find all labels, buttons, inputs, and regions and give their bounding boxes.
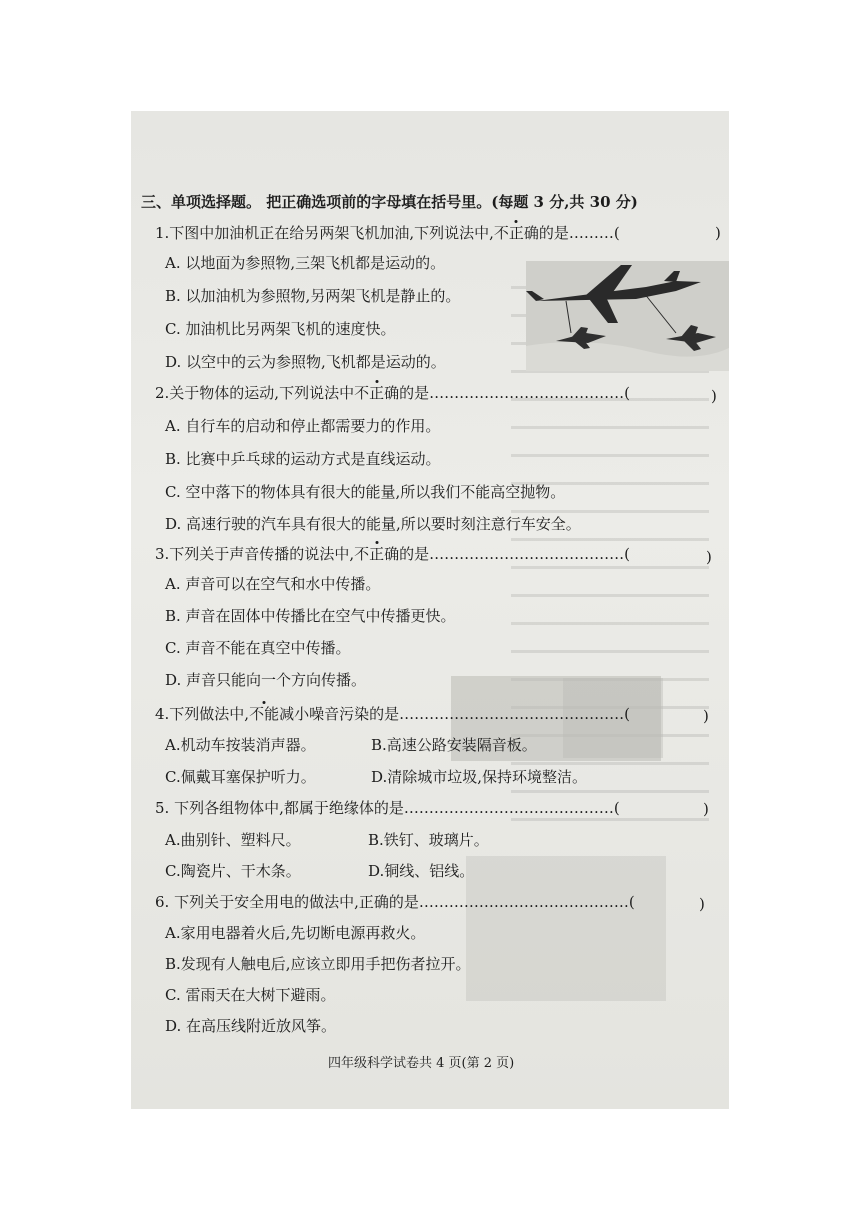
emphasis-text: 不正确 xyxy=(493,224,539,242)
option-b: B.铁钉、玻璃片。 xyxy=(368,831,489,849)
question-stem-text: 3.下列关于声音传播的说法中, xyxy=(155,545,355,563)
emphasis-text: 不正确 xyxy=(354,384,400,402)
option-d: D. 声音只能向一个方向传播。 xyxy=(165,671,367,689)
question-stem-text: 的是…………………………………( xyxy=(399,545,630,563)
question-stem-text: ……………………………………( xyxy=(418,893,635,911)
question-stem-text: 5. 下列各组物体中,都属于绝缘体的是 xyxy=(155,799,404,817)
emphasis-text: 不正确 xyxy=(354,545,400,563)
question-stem-text: 减小噪音污染的是………………………………………( xyxy=(279,705,630,723)
option-c: C.陶瓷片、干木条。 xyxy=(165,862,301,880)
option-b: B. 声音在固体中传播比在空气中传播更快。 xyxy=(165,607,456,625)
option-d: D.清除城市垃圾,保持环境整洁。 xyxy=(371,768,588,786)
option-c: C.佩戴耳塞保护听力。 xyxy=(165,768,316,786)
question-stem-text: ……………………………………( xyxy=(403,799,620,817)
answer-paren-close: ) xyxy=(706,548,712,566)
answer-paren-close: ) xyxy=(711,387,717,405)
question-3-stem xyxy=(155,543,630,564)
emphasis-text: 不能 xyxy=(249,705,280,723)
option-a: A. 声音可以在空气和水中传播。 xyxy=(165,575,381,593)
question-5-stem xyxy=(155,797,620,818)
option-a: A.曲别针、塑料尺。 xyxy=(165,831,301,849)
answer-paren-close: ) xyxy=(703,707,709,725)
section-title: 三、单项选择题。 把正确选项前的字母填在括号里。(每题 3 分,共 30 分) xyxy=(141,193,638,211)
question-stem-text: 1.下图中加油机正在给另两架飞机加油,下列说法中, xyxy=(155,224,494,242)
question-stem-text: 的是………( xyxy=(538,224,620,242)
option-d: D. 高速行驶的汽车具有很大的能量,所以要时刻注意行车安全。 xyxy=(165,515,581,533)
option-c: C. 加油机比另两架飞机的速度快。 xyxy=(165,320,396,338)
exam-page xyxy=(131,111,729,1109)
bleed-through-photo xyxy=(466,856,666,1001)
refueling-aircraft-figure xyxy=(526,261,729,371)
option-a: A. 自行车的启动和停止都需要力的作用。 xyxy=(165,417,441,435)
option-d: D.铜线、铝线。 xyxy=(368,862,475,880)
answer-paren-close: ) xyxy=(715,224,721,242)
option-b: B. 比赛中乒乓球的运动方式是直线运动。 xyxy=(165,450,441,468)
option-a: A.家用电器着火后,先切断电源再救火。 xyxy=(165,924,426,942)
option-b: B.高速公路安装隔音板。 xyxy=(371,736,537,754)
option-d: D. 在高压线附近放风筝。 xyxy=(165,1017,337,1035)
option-c: C. 空中落下的物体具有很大的能量,所以我们不能高空抛物。 xyxy=(165,483,566,501)
option-b: B.发现有人触电后,应该立即用手把伤者拉开。 xyxy=(165,955,471,973)
option-c: C. 声音不能在真空中传播。 xyxy=(165,639,351,657)
question-4-stem xyxy=(155,703,630,724)
question-1-stem xyxy=(155,222,620,243)
question-stem-text: 4.下列做法中, xyxy=(155,705,250,723)
question-stem-text: 6. 下列关于安全用电的做法中,正确的是 xyxy=(155,893,419,911)
answer-paren-close: ) xyxy=(699,895,705,913)
question-stem-text: 的是…………………………………( xyxy=(399,384,630,402)
answer-paren-close: ) xyxy=(703,800,709,818)
option-b: B. 以加油机为参照物,另两架飞机是静止的。 xyxy=(165,287,461,305)
question-stem-text: 2.关于物体的运动,下列说法中 xyxy=(155,384,355,402)
option-a: A. 以地面为参照物,三架飞机都是运动的。 xyxy=(165,254,446,272)
option-a: A.机动车按装消声器。 xyxy=(165,736,316,754)
option-c: C. 雷雨天在大树下避雨。 xyxy=(165,986,336,1004)
question-2-stem xyxy=(155,382,630,403)
question-6-stem xyxy=(155,891,635,912)
page-footer: 四年级科学试卷共 4 页(第 2 页) xyxy=(328,1056,515,1071)
option-d: D. 以空中的云为参照物,飞机都是运动的。 xyxy=(165,353,446,371)
